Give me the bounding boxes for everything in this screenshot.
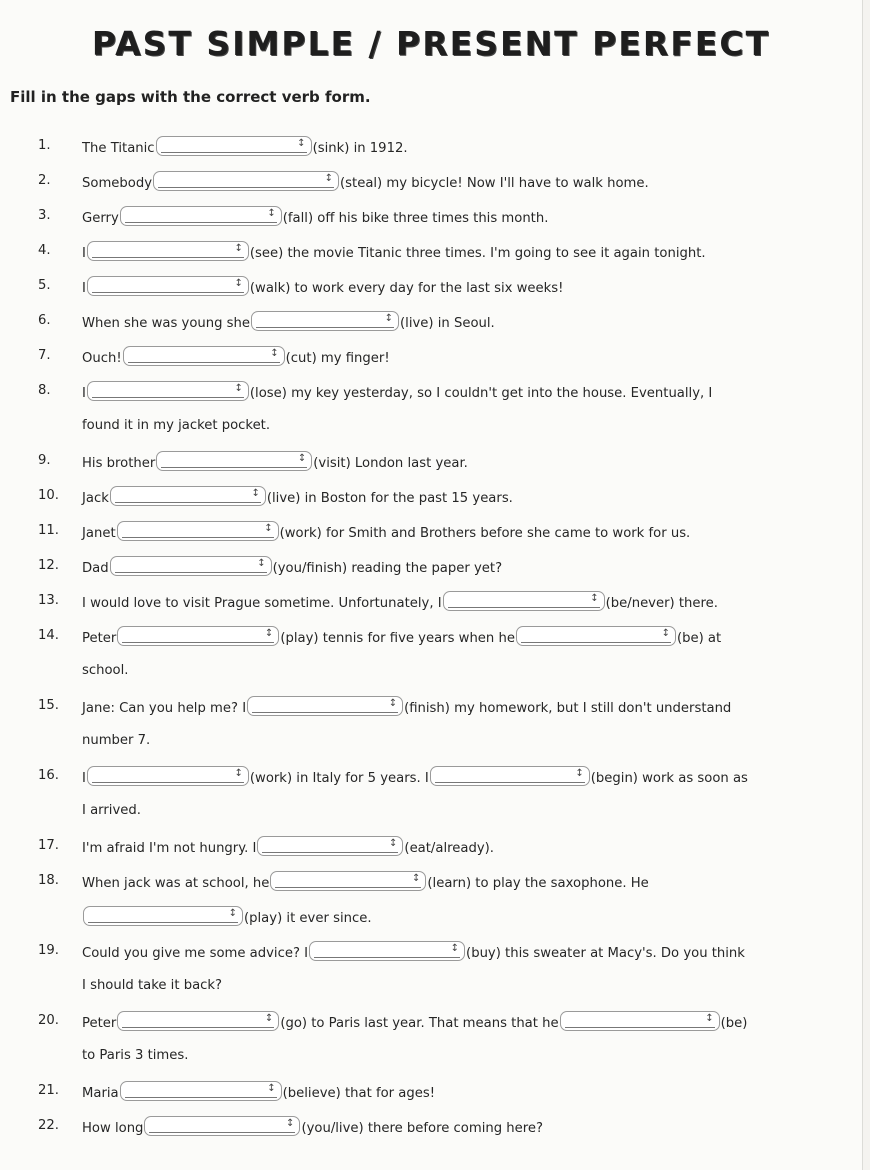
answer-dropdown[interactable]: [430, 766, 590, 786]
sentence-text: (you/live) there before coming here?: [301, 1121, 544, 1136]
updown-chevron-icon: ↕: [450, 943, 460, 954]
item-number: 14.: [38, 628, 59, 643]
sentence-text: (learn) to play the saxophone. He: [427, 876, 649, 891]
answer-dropdown[interactable]: [87, 241, 249, 261]
updown-chevron-icon: ↕: [388, 698, 398, 709]
sentence-text: Dad: [82, 561, 109, 576]
updown-chevron-icon: ↕: [324, 173, 334, 184]
sentence-text: I: [82, 386, 86, 401]
sentence-text: (play) it ever since.: [244, 911, 372, 926]
item-number: 2.: [38, 173, 51, 188]
answer-dropdown[interactable]: [87, 766, 249, 786]
exercise-sentence: [82, 591, 718, 614]
sentence-continuation: I arrived.: [82, 803, 141, 818]
sentence-text: Jane: Can you help me? I: [82, 701, 247, 716]
sentence-text: How long: [82, 1121, 144, 1136]
updown-chevron-icon: ↕: [234, 278, 243, 289]
updown-chevron-icon: ↕: [251, 488, 260, 499]
sentence-text: Jack: [82, 491, 109, 506]
sentence-text: Ouch!: [82, 351, 122, 366]
sentence-text: I: [82, 771, 86, 786]
sentence-text: The Titanic: [82, 141, 155, 156]
answer-dropdown[interactable]: [156, 136, 312, 156]
updown-chevron-icon: ↕: [234, 383, 243, 394]
sentence-text: When she was young she: [82, 316, 251, 331]
sentence-text: Janet: [82, 526, 116, 541]
sentence-text: (walk) to work every day for the last six weeks!: [249, 281, 564, 296]
updown-chevron-icon: ↕: [297, 453, 307, 464]
sentence-text: (be): [720, 1016, 748, 1031]
sentence-text: (believe) that for ages!: [282, 1086, 435, 1101]
item-number: 3.: [38, 208, 51, 223]
updown-chevron-icon: ↕: [228, 908, 237, 919]
exercise-sentence: [82, 1011, 747, 1034]
page-title: PAST SIMPLE / PRESENT PERFECT: [91, 24, 771, 63]
sentence-text: Peter: [82, 631, 117, 646]
item-number: 4.: [38, 243, 51, 258]
answer-dropdown[interactable]: [156, 451, 312, 471]
sentence-text: (see) the movie Titanic three times. I'm going to see it again tonight.: [249, 246, 706, 261]
sentence-text: Peter: [82, 1016, 117, 1031]
answer-dropdown[interactable]: [144, 1116, 300, 1136]
item-number: 13.: [38, 593, 59, 608]
updown-chevron-icon: ↕: [575, 768, 584, 779]
updown-chevron-icon: ↕: [264, 628, 274, 639]
sentence-text: Gerry: [82, 211, 119, 226]
sentence-text: (finish) my homework, but I still don't understand: [404, 701, 732, 716]
updown-chevron-icon: ↕: [384, 313, 394, 324]
sentence-continuation: found it in my jacket pocket.: [82, 418, 271, 433]
item-number: 1.: [38, 138, 51, 153]
exercise-sentence: [82, 206, 548, 229]
updown-chevron-icon: ↕: [264, 1013, 274, 1024]
exercise-sentence: [82, 1116, 543, 1139]
sentence-text: (work) for Smith and Brothers before she came to work for us.: [279, 526, 691, 541]
item-number: 12.: [38, 558, 59, 573]
sentence-text: When jack was at school, he: [82, 876, 270, 891]
exercise-sentence: [82, 451, 468, 474]
item-number: 17.: [38, 838, 59, 853]
item-number: 20.: [38, 1013, 59, 1028]
sentence-text: (fall) off his bike three times this month.: [282, 211, 549, 226]
sentence-continuation: I should take it back?: [82, 978, 223, 993]
updown-chevron-icon: ↕: [412, 873, 421, 884]
sentence-text: (work) in Italy for 5 years. I: [249, 771, 429, 786]
answer-dropdown[interactable]: [443, 591, 605, 611]
exercise-sentence: [82, 941, 745, 964]
sentence-continuation: number 7.: [82, 733, 151, 748]
answer-dropdown[interactable]: [120, 1081, 282, 1101]
item-number: 10.: [38, 488, 59, 503]
answer-dropdown[interactable]: [123, 346, 285, 366]
answer-dropdown[interactable]: [120, 206, 282, 226]
updown-chevron-icon: ↕: [661, 628, 670, 639]
answer-dropdown[interactable]: [153, 171, 339, 191]
exercise-sentence: [82, 311, 495, 334]
answer-dropdown[interactable]: [251, 311, 399, 331]
sentence-text: (buy) this sweater at Macy's. Do you think: [466, 946, 745, 961]
answer-dropdown[interactable]: [560, 1011, 720, 1031]
exercise-sentence: [82, 136, 408, 159]
sentence-text: (be/never) there.: [605, 596, 718, 611]
sentence-text: (be) at: [676, 631, 722, 646]
updown-chevron-icon: ↕: [267, 208, 276, 219]
answer-dropdown[interactable]: [257, 836, 403, 856]
sentence-text: (lose) my key yesterday, so I couldn't get into the house. Eventually, I: [249, 386, 713, 401]
sentence-text: (live) in Seoul.: [400, 316, 495, 331]
answer-dropdown[interactable]: [87, 381, 249, 401]
updown-chevron-icon: ↕: [257, 558, 266, 569]
updown-chevron-icon: ↕: [705, 1013, 714, 1024]
updown-chevron-icon: ↕: [267, 1083, 276, 1094]
sentence-text: I: [82, 246, 86, 261]
exercise-sentence: [82, 521, 690, 544]
exercise-sentence: [82, 486, 513, 509]
sentence-text: Could you give me some advice? I: [82, 946, 309, 961]
updown-chevron-icon: ↕: [234, 768, 243, 779]
item-number: 22.: [38, 1118, 59, 1133]
exercise-sentence: [82, 241, 706, 264]
item-number: 9.: [38, 453, 51, 468]
sentence-text: (cut) my finger!: [285, 351, 390, 366]
sentence-text: (eat/already).: [404, 841, 494, 856]
sentence-text: (visit) London last year.: [313, 456, 468, 471]
item-number: 8.: [38, 383, 51, 398]
sentence-text: (steal) my bicycle! Now I'll have to walk home.: [340, 176, 649, 191]
answer-dropdown[interactable]: [247, 696, 403, 716]
exercise-sentence: [82, 696, 731, 719]
exercise-sentence: [82, 346, 390, 369]
answer-dropdown[interactable]: [309, 941, 465, 961]
exercise-sentence: [82, 171, 649, 194]
exercise-sentence: [82, 556, 502, 579]
answer-dropdown[interactable]: [516, 626, 676, 646]
updown-chevron-icon: ↕: [234, 243, 243, 254]
item-number: 15.: [38, 698, 59, 713]
updown-chevron-icon: ↕: [389, 838, 398, 849]
answer-dropdown[interactable]: [110, 486, 266, 506]
answer-dropdown[interactable]: [110, 556, 272, 576]
sentence-continuation: to Paris 3 times.: [82, 1048, 189, 1063]
sentence-text: I'm afraid I'm not hungry. I: [82, 841, 257, 856]
instruction-text: Fill in the gaps with the correct verb form.: [10, 88, 371, 106]
answer-dropdown[interactable]: [117, 626, 279, 646]
sentence-text: Somebody: [82, 176, 153, 191]
sentence-text: (play) tennis for five years when he: [280, 631, 515, 646]
item-number: 7.: [38, 348, 51, 363]
sentence-text: (sink) in 1912.: [312, 141, 408, 156]
sentence-text: (go) to Paris last year. That means that he: [280, 1016, 559, 1031]
item-number: 19.: [38, 943, 59, 958]
updown-chevron-icon: ↕: [297, 138, 306, 149]
sentence-continuation: [82, 906, 372, 929]
updown-chevron-icon: ↕: [590, 593, 599, 604]
exercise-sentence: [82, 276, 563, 299]
exercise-sentence: [82, 871, 649, 894]
sentence-text: His brother: [82, 456, 156, 471]
sentence-text: (begin) work as soon as: [590, 771, 748, 786]
sentence-text: Maria: [82, 1086, 119, 1101]
item-number: 11.: [38, 523, 59, 538]
sentence-text: (you/finish) reading the paper yet?: [272, 561, 503, 576]
updown-chevron-icon: ↕: [270, 348, 279, 359]
item-number: 21.: [38, 1083, 59, 1098]
exercise-sentence: [82, 766, 748, 789]
item-number: 18.: [38, 873, 59, 888]
exercise-sentence: [82, 381, 712, 404]
item-number: 5.: [38, 278, 51, 293]
sentence-text: (live) in Boston for the past 15 years.: [266, 491, 513, 506]
answer-dropdown[interactable]: [270, 871, 426, 891]
updown-chevron-icon: ↕: [264, 523, 273, 534]
sentence-continuation: school.: [82, 663, 129, 678]
sentence-text: I: [82, 281, 86, 296]
exercise-sentence: [82, 1081, 435, 1104]
answer-dropdown[interactable]: [117, 1011, 279, 1031]
item-number: 6.: [38, 313, 51, 328]
answer-dropdown[interactable]: [83, 906, 243, 926]
answer-dropdown[interactable]: [87, 276, 249, 296]
answer-dropdown[interactable]: [117, 521, 279, 541]
sentence-text: I would love to visit Prague sometime. Unfortunately, I: [82, 596, 442, 611]
updown-chevron-icon: ↕: [286, 1118, 295, 1129]
exercise-sentence: [82, 836, 494, 859]
exercise-sentence: [82, 626, 721, 649]
item-number: 16.: [38, 768, 59, 783]
